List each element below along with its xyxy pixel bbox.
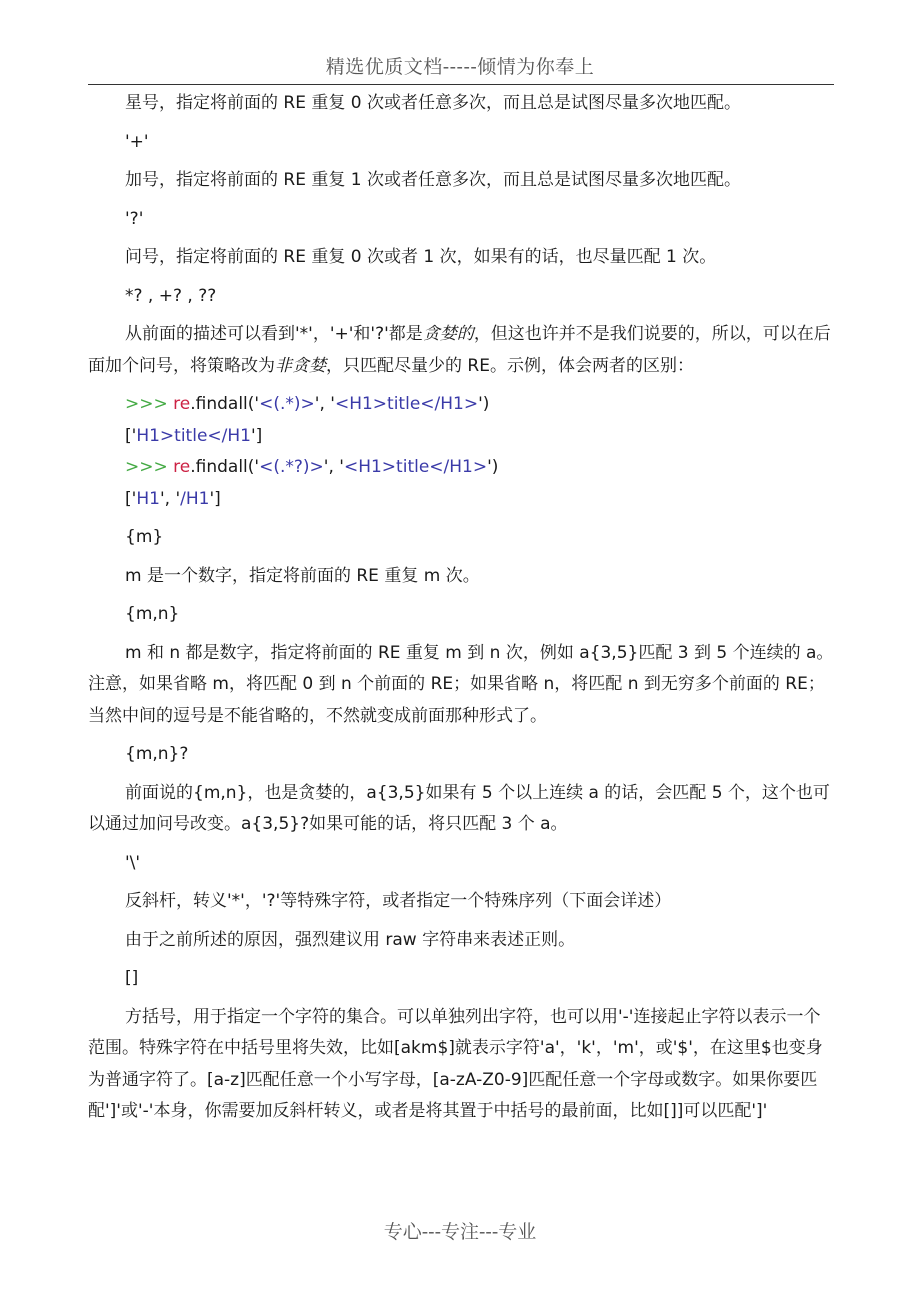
- nongreedy-emphasis: 非贪婪: [275, 355, 326, 376]
- separator: ,: [328, 457, 340, 477]
- paragraph-m: m 是一个数字，指定将前面的 RE 重复 m 次。: [125, 565, 480, 586]
- nongreedy-text-c: ，只匹配尽量少的 RE。示例，体会两者的区别：: [326, 355, 694, 376]
- result-item: /H1: [180, 488, 210, 509]
- greedy-emphasis: 贪婪的: [422, 324, 474, 344]
- quote: ': [478, 394, 483, 414]
- quote: ': [254, 457, 260, 477]
- close-paren: ): [482, 394, 490, 414]
- quote: ': [254, 394, 260, 414]
- token-backslash: '\': [125, 852, 141, 873]
- func-call: .findall(: [190, 394, 255, 414]
- quote: ': [175, 488, 181, 509]
- code-result-1: [88, 421, 836, 453]
- quote: ': [250, 425, 256, 446]
- paragraph-star: 星号，指定将前面的 RE 重复 0 次或者任意多次，而且总是试图尽量多次地匹配。: [125, 93, 741, 113]
- func-call: .findall(: [190, 457, 255, 477]
- close-bracket: ]: [255, 425, 263, 446]
- paragraph-brackets: 方括号，用于指定一个字符的集合。可以单独列出字符，也可以用'-'连接起止字符以表示一个范围。特殊字符在中括号里将失效，比如[akm$]就表示字符'a'，'k'，'m'，或'$'，在这里$也变身为普通字符了。[a-z]匹配任意一个小写字母，[a-zA-Z0-9]匹配任意一个字母或数字。如果你要匹配']'或'-'本身，你需要加反斜杆转义，或者是将其置于中括号的最前面，比如[]]可以匹配']': [88, 1006, 823, 1121]
- quote: ': [330, 394, 335, 414]
- result-item: H1>title</H1: [136, 425, 251, 446]
- code-line-1: [88, 389, 836, 421]
- paragraph-nongreedy: [88, 319, 836, 382]
- nongreedy-text-b: ，但这也许并不是我们说要的，所以，可以在后面加个问号，将策略改为: [88, 324, 831, 376]
- code-line-2: [88, 452, 836, 484]
- paragraph-plus: 加号，指定将前面的 RE 重复 1 次或者任意多次，而且总是试图尽量多次地匹配。: [125, 170, 741, 190]
- paragraph-m-n-lazy: 前面说的{m,n}，也是贪婪的，a{3,5}如果有 5 个以上连续 a 的话，会匹配 5 个，这个也可以通过加问号改变。a{3,5}?如果可能的话，将只匹配 3 个 a。: [88, 782, 830, 834]
- nongreedy-text-a: 从前面的描述可以看到'*'，'+'和'?'都是: [125, 324, 423, 344]
- subject: <H1>title</H1>: [334, 394, 479, 414]
- separator: ,: [164, 488, 176, 509]
- token-m-n-lazy: {m,n}?: [125, 744, 189, 764]
- subject: <H1>title</H1>: [343, 457, 488, 477]
- separator: ,: [319, 394, 331, 414]
- quote: ': [209, 488, 215, 509]
- document-body: [88, 88, 836, 1128]
- pattern: <(.*?)>: [259, 457, 324, 477]
- quote: ': [131, 425, 137, 446]
- close-bracket: ]: [214, 488, 221, 509]
- page-footer: 专心---专注---专业: [383, 1221, 537, 1243]
- token-brackets: []: [125, 968, 139, 988]
- quote: ': [339, 457, 344, 477]
- paragraph-backslash: 反斜杆，转义'*'，'?'等特殊字符，或者指定一个特殊序列（下面会详述）: [125, 891, 672, 911]
- token-plus: '+': [125, 131, 149, 152]
- quote: ': [159, 488, 165, 509]
- paragraph-raw-string: 由于之前所述的原因，强烈建议用 raw 字符串来表述正则。: [125, 929, 576, 950]
- quote: ': [323, 457, 329, 477]
- module-name: re: [173, 394, 191, 414]
- quote: ': [314, 394, 320, 414]
- open-bracket: [: [125, 425, 132, 446]
- pattern: <(.*)>: [259, 394, 315, 414]
- open-bracket: [: [125, 488, 132, 509]
- token-m: {m}: [125, 527, 164, 547]
- token-m-n: {m,n}: [125, 604, 180, 624]
- prompt: >>>: [125, 394, 168, 414]
- paragraph-question: 问号，指定将前面的 RE 重复 0 次或者 1 次，如果有的话，也尽量匹配 1 次。: [125, 247, 717, 267]
- token-nongreedy: *? , +? , ??: [125, 285, 217, 306]
- token-question: '?': [125, 208, 144, 229]
- prompt: >>>: [125, 457, 168, 477]
- module-name: re: [173, 457, 191, 477]
- page-header: 精选优质文档-----倾情为你奉上: [325, 56, 595, 78]
- result-item: H1: [136, 488, 160, 509]
- code-example: [88, 389, 836, 515]
- close-paren: ): [491, 457, 499, 477]
- quote: ': [131, 488, 137, 509]
- quote: ': [487, 457, 492, 477]
- code-result-2: [88, 484, 836, 516]
- header-rule: [88, 84, 834, 85]
- paragraph-m-n: m 和 n 都是数字，指定将前面的 RE 重复 m 到 n 次，例如 a{3,5}匹配 3 到 5 个连续的 a。注意，如果省略 m，将匹配 0 到 n 个前面的 RE；如果省略 n，将匹配 n 到无穷多个前面的 RE；当然中间的逗号是不能省略的，不然就变成前面那种形式了。: [88, 642, 834, 726]
